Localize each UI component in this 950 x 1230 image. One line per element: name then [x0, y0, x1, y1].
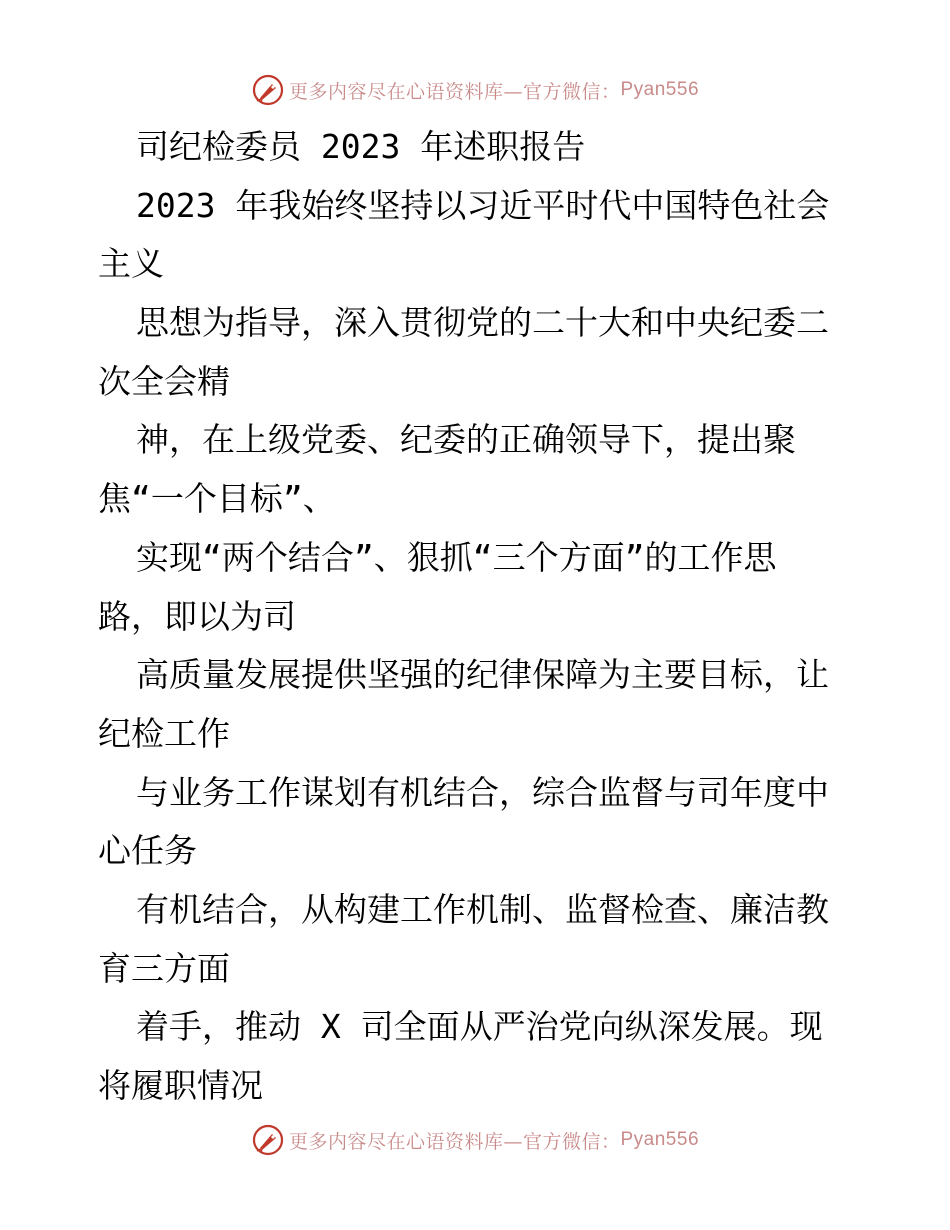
header-banner[interactable]	[0, 70, 950, 110]
header-banner-handle: Pyan556	[620, 79, 700, 100]
pen-nib-logo-icon	[251, 73, 285, 107]
pen-nib-logo-icon	[251, 1123, 285, 1157]
text-line: 2023 年我始终坚持以习近平时代中国特色社会	[136, 185, 830, 225]
text-line: 心任务	[98, 831, 197, 871]
document-title: 司纪检委员 2023 年述职报告	[136, 127, 586, 166]
header-banner-text: 更多内容尽在心语资料库—官方微信：	[288, 80, 621, 103]
footer-banner[interactable]	[0, 1120, 950, 1160]
text-line: 有机结合，从构建工作机制、监督检查、廉洁教	[136, 889, 829, 929]
text-line: 焦“一个目标”、	[98, 479, 336, 519]
text-line: 着手，推动 X 司全面从严治党向纵深发展。现	[136, 1007, 823, 1047]
text-line: 路，即以为司	[98, 596, 296, 636]
footer-banner-handle: Pyan556	[620, 1129, 700, 1150]
text-line: 育三方面	[98, 948, 230, 988]
text-line: 将履职情况	[98, 1066, 263, 1105]
text-line: 与业务工作谋划有机结合，综合监督与司年度中	[136, 772, 829, 812]
document-body	[98, 118, 858, 1116]
text-line: 次全会精	[98, 361, 230, 401]
text-line: 纪检工作	[98, 713, 230, 753]
text-line: 主义	[98, 244, 164, 284]
text-line: 神，在上级党委、纪委的正确领导下，提出聚	[136, 420, 796, 460]
text-line: 高质量发展提供坚强的纪律保障为主要目标，让	[136, 655, 829, 695]
footer-banner-text: 更多内容尽在心语资料库—官方微信：	[288, 1130, 621, 1153]
text-line: 实现“两个结合”、狠抓“三个方面”的工作思	[136, 537, 777, 577]
text-line: 思想为指导，深入贯彻党的二十大和中央纪委二	[136, 303, 829, 343]
